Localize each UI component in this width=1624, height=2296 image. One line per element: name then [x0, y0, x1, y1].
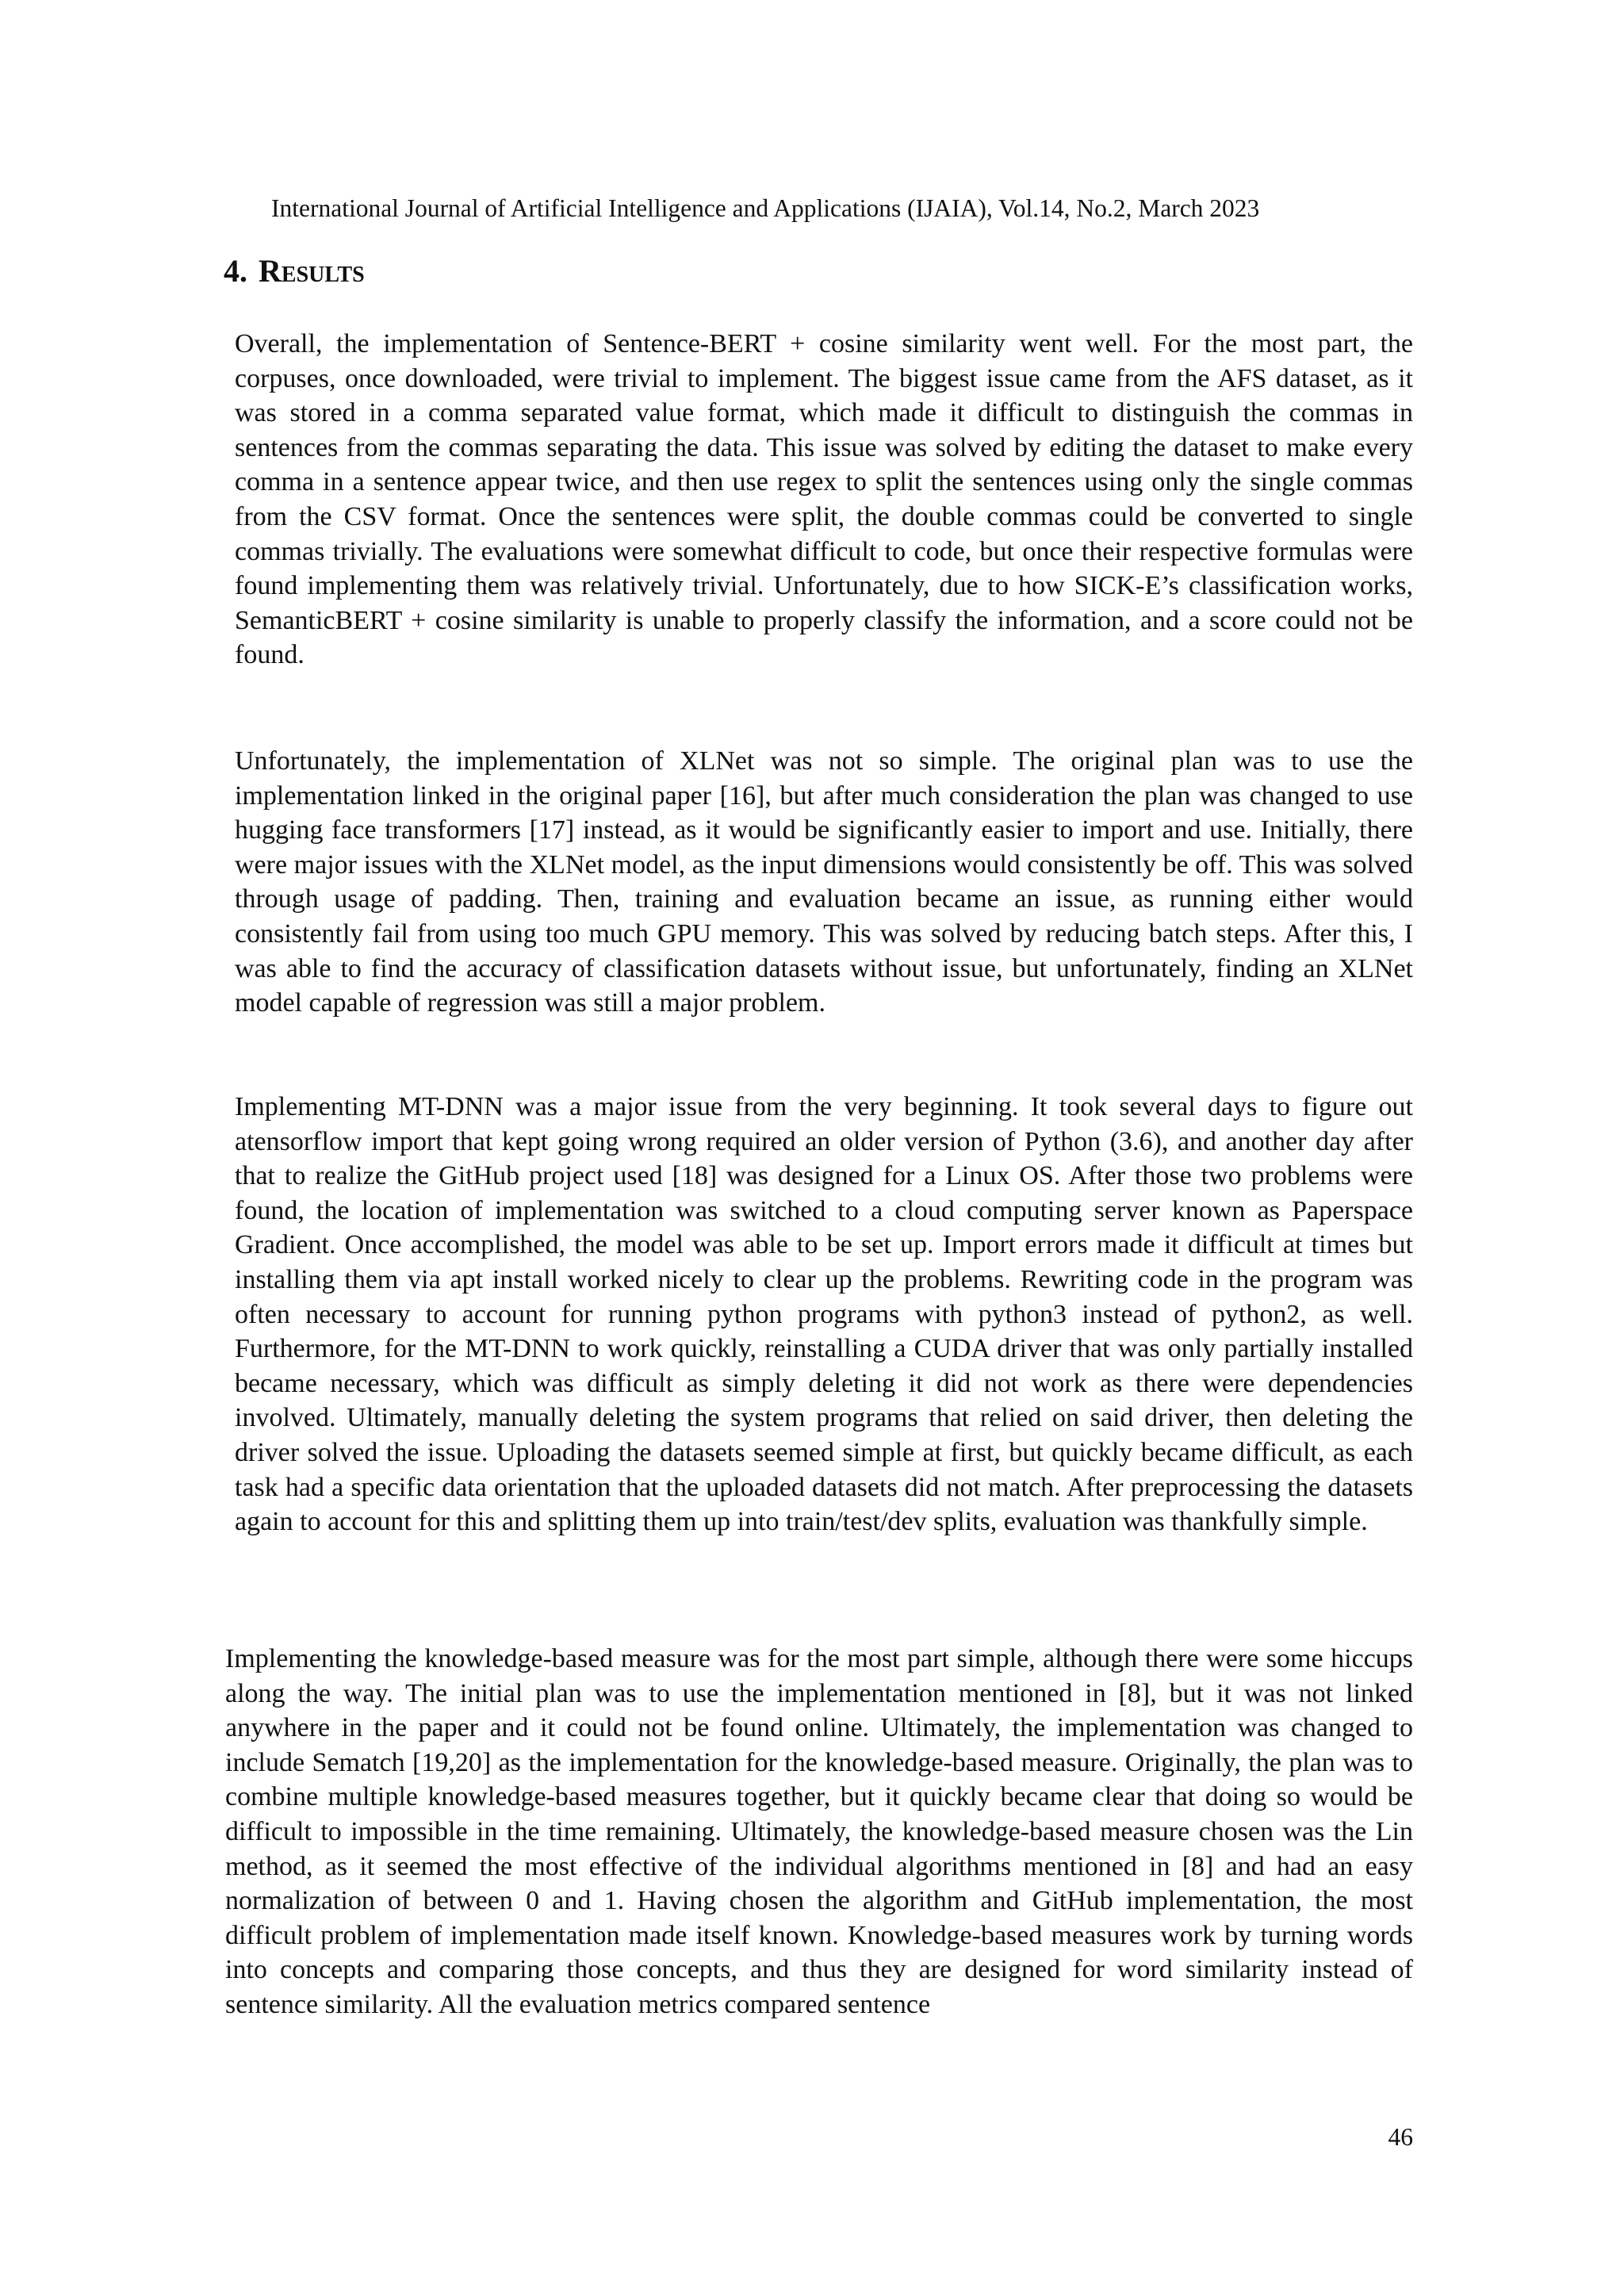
paragraph-knowledge-based: Implementing the knowledge-based measure was for the most part simple, although there were some hiccups along the way. The initial plan was to use the implementation mentioned in [8], but it was not linked anywhere in the paper and it could not be found online. Ultimately, the implementation was changed to include Sematch [19,20] as the implementation for the knowledge-based measure. Originally, the plan was to combine multiple knowledge-based measures together, but it quickly became clear that doing so would be difficult to impossible in the time remaining. Ultimately, the knowledge-based measure chosen was the Lin method, as it seemed the most effective of the individual algorithms mentioned in [8] and had an easy normalization of between 0 and 1. Having chosen the algorithm and GitHub implementation, the most difficult problem of implementation made itself known. Knowledge-based measures work by turning words into concepts and comparing those concepts, and thus they are designed for word similarity instead of sentence similarity. All the evaluation metrics compared sentence — [225, 1644, 1413, 2019]
paragraph-sentence-bert: Overall, the implementation of Sentence-BERT + cosine similarity went well. For the most part, the corpuses, once downloaded, were trivial to implement. The biggest issue came from the AFS dataset, as it was stored in a comma separated value format, which made it difficult to distinguish the commas in sentences from the commas separating the data. This issue was solved by editing the dataset to make every comma in a sentence appear twice, and then use regex to split the sentences using only the single commas from the CSV format. Once the sentences were split, the double commas could be converted to single commas trivially. The evaluations were somewhat difficult to code, but once their respective formulas were found implementing them was relatively trivial. Unfortunately, due to how SICK-E’s classification works, SemanticBERT + cosine similarity is unable to properly classify the information, and a score could not be found. — [235, 329, 1413, 670]
section-title: Results — [259, 253, 365, 289]
section-number: 4. — [224, 253, 247, 289]
page-number: 46 — [1388, 2123, 1413, 2151]
paragraph-mt-dnn: Implementing MT-DNN was a major issue from the very beginning. It took several days to figure out atensorflow import that kept going wrong required an older version of Python (3.6), and another day after that to realize the GitHub project used [18] was designed for a Linux OS. After those two problems were found, the location of implementation was switched to a cloud computing server known as Paperspace Gradient. Once accomplished, the model was able to be set up. Import errors made it difficult at times but installing them via apt install worked nicely to clear up the problems. Rewriting code in the program was often necessary to account for running python programs with python3 instead of python2, as well. Furthermore, for the MT-DNN to work quickly, reinstalling a CUDA driver that was only partially installed became necessary, which was difficult as simply deleting it did not work as there were dependencies involved. Ultimately, manually deleting the system programs that relied on said driver, then deleting the driver solved the issue. Uploading the datasets seemed simple at first, but quickly became difficult, as each task had a specific data orientation that the uploaded datasets did not match. After preprocessing the datasets again to account for this and splitting them up into train/test/dev splits, evaluation was thankfully simple. — [235, 1092, 1413, 1537]
running-header: International Journal of Artificial Intelligence and Applications (IJAIA), Vol.14, No.2, March 2023 — [271, 194, 1260, 222]
section-heading — [224, 252, 365, 290]
paragraph-xlnet: Unfortunately, the implementation of XLNet was not so simple. The original plan was to use the implementation linked in the original paper [16], but after much consideration the plan was changed to use hugging face transformers [17] instead, as it would be significantly easier to import and use. Initially, there were major issues with the XLNet model, as the input dimensions would consistently be off. This was solved through usage of padding. Then, training and evaluation became an issue, as running either would consistently fail from using too much GPU memory. This was solved by reducing batch steps. After this, I was able to find the accuracy of classification datasets without issue, but unfortunately, finding an XLNet model capable of regression was still a major problem. — [235, 746, 1413, 1018]
